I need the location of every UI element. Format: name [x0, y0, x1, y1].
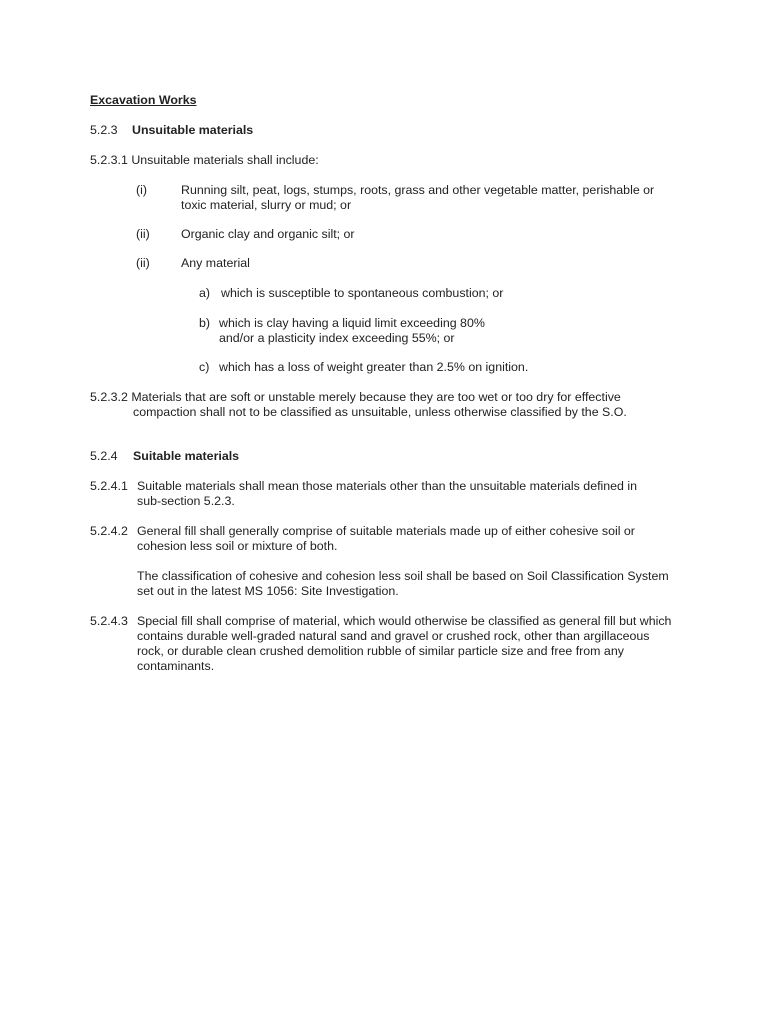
- sub-item-marker: c): [199, 360, 210, 374]
- clause-line: set out in the latest MS 1056: Site Investigation.: [137, 584, 399, 598]
- list-item-line: toxic material, slurry or mud; or: [181, 198, 352, 212]
- list-item-marker: (ii): [136, 227, 150, 241]
- sub-item-text: [219, 316, 485, 346]
- sub-item-line: and/or a plasticity index exceeding 55%; or: [219, 331, 455, 345]
- section-5-2-4-number: 5.2.4: [90, 449, 118, 463]
- clause-5-2-3-2-line-2: compaction shall not to be classified as unsuitable, unless otherwise classified by the S.O.: [133, 405, 627, 419]
- clause-5-2-3-2-line-1: 5.2.3.2 Materials that are soft or unstable merely because they are too wet or too dry for effective: [90, 390, 621, 404]
- clause-line: sub-section 5.2.3.: [137, 494, 235, 508]
- sub-item-marker: a): [199, 286, 211, 300]
- sub-item-text: [221, 286, 503, 301]
- list-item-text: [181, 256, 250, 271]
- clause-5-2-4-1-text: [137, 479, 637, 509]
- clause-line: General fill shall generally comprise of suitable materials made up of either cohesive soil or: [137, 524, 635, 538]
- list-item-line: Organic clay and organic silt; or: [181, 227, 355, 241]
- section-5-2-3-heading: Unsuitable materials: [132, 123, 254, 137]
- clause-5-2-3-1-intro: 5.2.3.1 Unsuitable materials shall include:: [90, 153, 319, 167]
- document-title: Excavation Works: [90, 93, 197, 107]
- clause-line: cohesion less soil or mixture of both.: [137, 539, 338, 553]
- clause-line: The classification of cohesive and cohesion less soil shall be based on Soil Classification System: [137, 569, 669, 583]
- list-item-text: [181, 183, 654, 213]
- sub-item-text: [219, 360, 528, 375]
- section-5-2-4-heading: Suitable materials: [133, 449, 240, 463]
- clause-5-2-4-2-paragraph-2: [137, 569, 669, 599]
- sub-item-marker: b): [199, 316, 211, 330]
- list-item-marker: (i): [136, 183, 148, 197]
- clause-5-2-4-3-number: 5.2.4.3: [90, 614, 128, 628]
- clause-5-2-4-2-number: 5.2.4.2: [90, 524, 128, 538]
- list-item-line: Running silt, peat, logs, stumps, roots, grass and other vegetable matter, perishable or: [181, 183, 655, 197]
- sub-item-line: which has a loss of weight greater than 2.5% on ignition.: [219, 360, 529, 374]
- clause-line: Suitable materials shall mean those materials other than the unsuitable materials defined in: [137, 479, 638, 493]
- sub-item-line: which is clay having a liquid limit exceeding 80%: [219, 316, 485, 330]
- clause-line: rock, or durable clean crushed demolition rubble of similar particle size and free from any: [137, 644, 624, 658]
- list-item-text: [181, 227, 355, 242]
- clause-5-2-4-3-text: [137, 614, 671, 674]
- clause-line: Special fill shall comprise of material, which would otherwise be classified as general fill but which: [137, 614, 672, 628]
- clause-line: contains durable well-graded natural sand and gravel or crushed rock, other than argillaceous: [137, 629, 650, 643]
- list-item-line: Any material: [181, 256, 250, 270]
- section-5-2-3-number: 5.2.3: [90, 123, 118, 137]
- clause-line: contaminants.: [137, 659, 215, 673]
- clause-5-2-4-2-text: [137, 524, 635, 554]
- list-item-marker: (ii): [136, 256, 150, 270]
- sub-item-line: which is susceptible to spontaneous combustion; or: [221, 286, 504, 300]
- clause-5-2-4-1-number: 5.2.4.1: [90, 479, 128, 493]
